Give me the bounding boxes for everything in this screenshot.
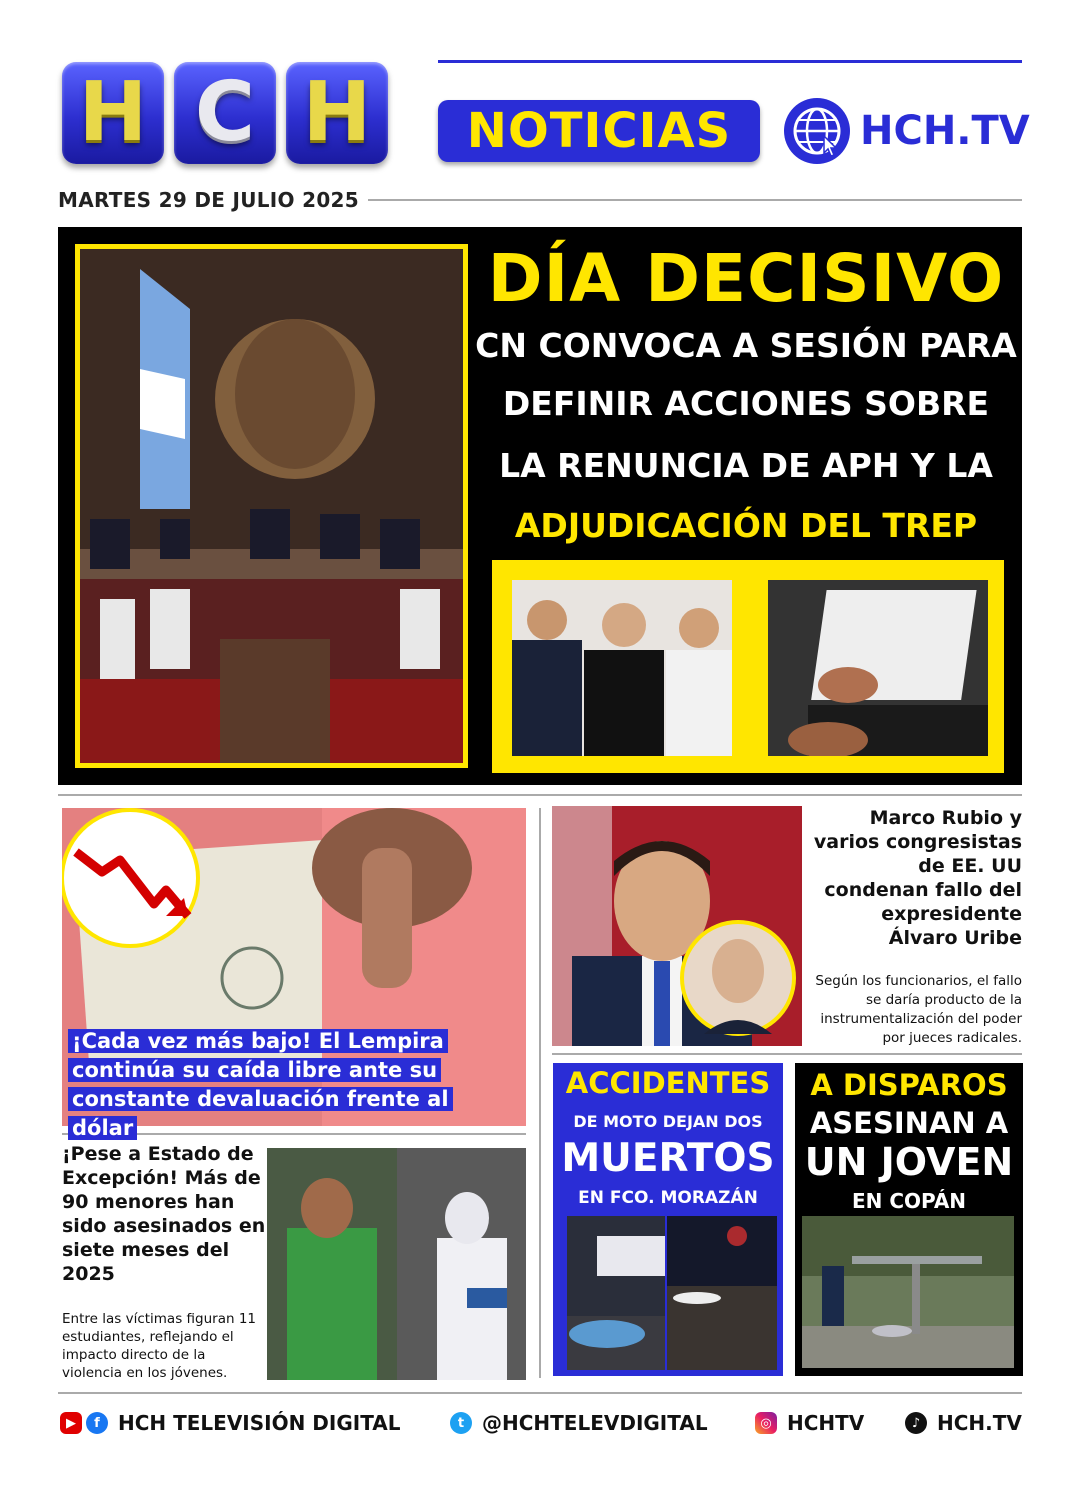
hero-line-3: LA RENUNCIA DE APH Y LA (499, 446, 993, 485)
hero-line-2: DEFINIR ACCIONES SOBRE (502, 384, 990, 423)
date-rule (368, 199, 1022, 201)
logo-letter-h2: H (286, 62, 388, 164)
disparos-line-3: UN JOVEN (804, 1140, 1014, 1184)
footer-label: HCHTV (787, 1411, 865, 1435)
footer-social-tiktok[interactable] (905, 1408, 1022, 1438)
footer-social-fb-yt[interactable] (60, 1408, 401, 1438)
youtube-icon[interactable]: ▶ (60, 1412, 82, 1434)
footer-label: HCH.TV (937, 1411, 1022, 1435)
separator (552, 1053, 1022, 1055)
crime-scene-photo[interactable] (802, 1216, 1014, 1368)
separator (539, 808, 541, 1378)
logo-letter-h1: H (62, 62, 164, 164)
footer-social-twitter[interactable] (450, 1408, 708, 1438)
disparos-line-2: ASESINAN A (809, 1106, 1009, 1140)
disparos-line-4: EN COPÁN (851, 1189, 967, 1213)
congress-photo[interactable] (75, 244, 468, 768)
accidentes-line-3: MUERTOS (561, 1136, 775, 1181)
accidentes-line-2: DE MOTO DEJAN DOS (573, 1112, 763, 1131)
footer-label: HCH TELEVISIÓN DIGITAL (118, 1411, 401, 1435)
hero-line-1: CN CONVOCA A SESIÓN PARA (475, 326, 1017, 365)
officials-photo[interactable] (512, 580, 732, 756)
separator (58, 794, 1022, 796)
hero-headline: DÍA DECISIVO (487, 240, 1005, 317)
hero-line-4: ADJUDICACIÓN DEL TREP (514, 506, 978, 545)
rubio-summary: Según los funcionarios, el fallo se daría producto de la instrumentalización del poder por jueces radicales. (815, 973, 1022, 1046)
accidentes-title: ACCIDENTES (565, 1066, 771, 1100)
section-badge: NOTICIAS (438, 100, 760, 162)
accident-photo-1[interactable] (567, 1216, 665, 1370)
mourners-photo[interactable] (267, 1148, 526, 1380)
rubio-headline[interactable]: Marco Rubio y varios congresistas de EE. UU condenan fallo del expresidente Álvaro Uribe (813, 807, 1022, 949)
separator (58, 1392, 1022, 1394)
accidentes-line-4: EN FCO. MORAZÁN (578, 1188, 758, 1208)
menores-summary: Entre las víctimas figuran 11 estudiantes, reflejando el impacto directo de la violencia en los jóvenes. (62, 1311, 257, 1381)
instagram-icon[interactable]: ◎ (755, 1412, 777, 1434)
menores-headline[interactable]: ¡Pese a Estado de Excepción! Más de 90 menores han sido asesinados en siete meses del 2025 (62, 1143, 266, 1285)
lempira-caption[interactable]: ¡Cada vez más bajo! El Lempira continúa su caída libre ante su constante devaluación frente al dólar (62, 1027, 526, 1121)
logo-letter-c: C (174, 62, 276, 164)
disparos-title: A DISPAROS (810, 1068, 1008, 1102)
rubio-photo[interactable] (552, 806, 802, 1046)
globe-icon (784, 98, 850, 164)
header-top-rule (438, 60, 1022, 63)
tiktok-icon[interactable]: ♪ (905, 1412, 927, 1434)
footer-label: @HCHTELEVDIGITAL (482, 1411, 708, 1435)
header (0, 0, 1080, 220)
twitter-icon[interactable]: t (450, 1412, 472, 1434)
trep-laptop-photo[interactable] (768, 580, 988, 756)
accident-photo-2[interactable] (667, 1216, 777, 1370)
site-url[interactable]: HCH.TV (860, 108, 1030, 154)
facebook-icon[interactable]: f (86, 1412, 108, 1434)
issue-date: MARTES 29 DE JULIO 2025 (58, 188, 359, 212)
footer-social-instagram[interactable] (755, 1408, 864, 1438)
